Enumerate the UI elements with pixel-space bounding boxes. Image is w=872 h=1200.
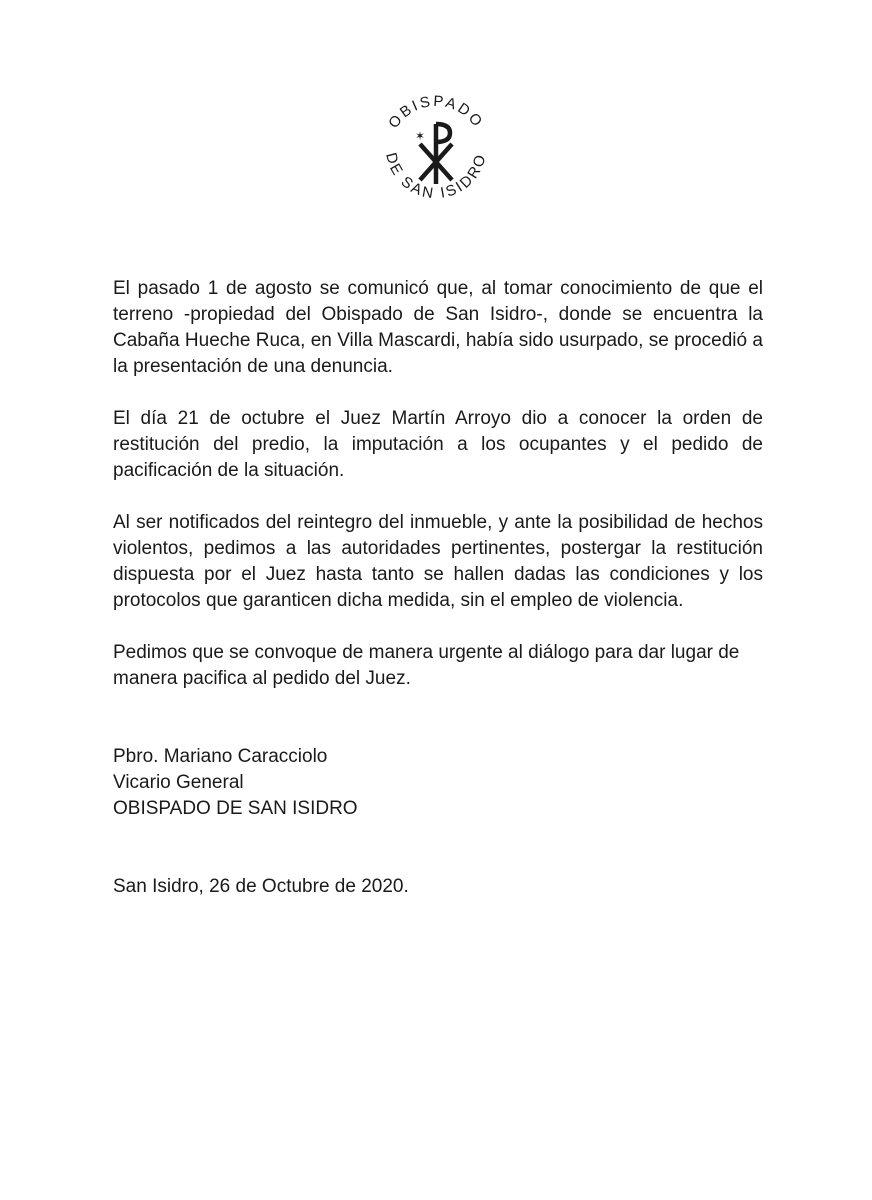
signer-role: Vicario General: [113, 772, 244, 793]
paragraph-4: Pedimos que se convoque de manera urgente al diálogo para dar lugar de manera pacifica al pedido del Juez.: [113, 642, 740, 689]
svg-text:✶: ✶: [415, 129, 426, 143]
paragraph-1: El pasado 1 de agosto se comunicó que, al tomar conocimiento de que el terreno -propiedad del Obispado de San Isidro-, donde se encuentra la Cabaña Hueche Ruca, en Villa Mascardi, había sido usurpado, se procedió a la presentación de una denuncia.: [113, 278, 763, 377]
chi-rho-icon: [372, 88, 500, 216]
signature-block: [113, 744, 763, 822]
signer-name: Pbro. Mariano Caracciolo: [113, 746, 328, 767]
signer-institution: OBISPADO DE SAN ISIDRO: [113, 798, 358, 819]
date-line: San Isidro, 26 de Octubre de 2020.: [113, 876, 409, 897]
paragraph-3: Al ser notificados del reintegro del inmueble, y ante la posibilidad de hechos violentos, pedimos a las autoridades pertinentes, postergar la restitución dispuesta por el Juez hasta tanto se hallen dadas las condiciones y los protocolos que garanticen dicha medida, sin el empleo de violencia.: [113, 512, 763, 611]
seal-top-text: OBISPADO: [385, 92, 487, 132]
seal-bottom-text: DE SAN ISIDRO: [382, 150, 490, 203]
letter-body: [113, 276, 763, 900]
paragraph-2: El día 21 de octubre el Juez Martín Arroyo dio a conocer la orden de restitución del predio, la imputación a los ocupantes y el pedido de pacificación de la situación.: [113, 408, 763, 481]
obispado-seal: [372, 88, 500, 216]
